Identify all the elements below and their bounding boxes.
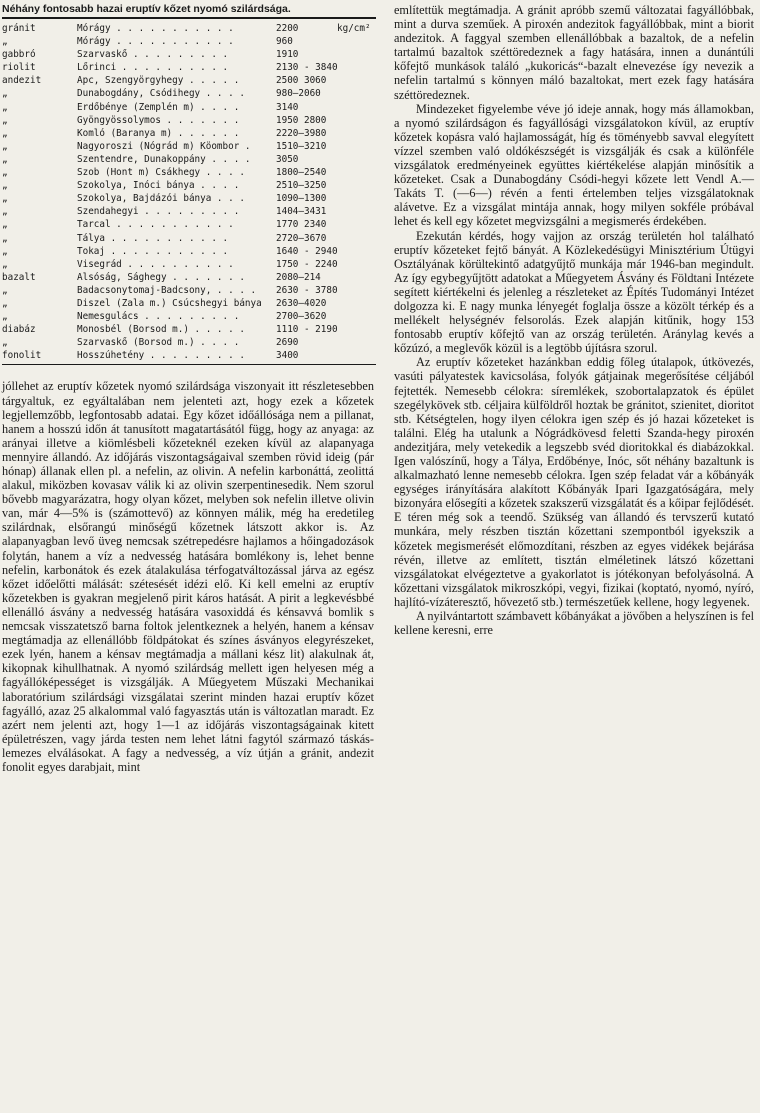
- strength-cell: 2080—214: [276, 271, 321, 283]
- table-row: [0, 310, 380, 323]
- table-row: [0, 349, 380, 362]
- location-cell: Szendahegyi . . . . . . . . .: [77, 206, 240, 218]
- strength-table: [0, 19, 380, 362]
- rock-cell: „: [2, 88, 8, 100]
- location-cell: Monosbél (Borsod m.) . . . . .: [77, 324, 245, 336]
- paragraph: jóllehet az eruptív kőzetek nyomó szilárdsága viszonyait itt részletesebben tárgyaltuk, ez egyáltalában nem jelenteti azt, hogy ezek a kőzetek legjellemzőbb, legfontosabb adatai. Egy kőzet időállósága nem a pillanat, hanem a hosszú időn át tanusított magatartásától függ, hogy az anyaga: az arányai illetve a kiömlésbeli kőzeteknél ezeken kívül az alapanyaga mennyire állandó. Az időjárás viszontagságaival szemben rövid ideig (pár hónap) állanak ellen pl. a nefelin, az olivin. A nefelin karbonáttá, zeolittá alakul, miközben kovasav válik ki az olivin szerpentinesedik. Nem szorul bővebb magyarázatra, hogy olyan kőzet, melyben sok nefelin illetve olivin van, már 4—5% is (számottevő) az könnyen málik, még ha eredetileg szilárdnak, elsőrangú minőségű kőzetnek látszott akkor is. Az alapanyagban levő üveg nemcsak szétrepedésre hajlamos a hőingadozások folytán, hanem a víz a nedvesség hatására bomlékony is, lehet benne nefelin, karbonátok és ezek átalakulása térfogatváltozással járva az egész kőzet időelőtti málását: szétesését idézi elő. Ki kell emelni az eruptív kőzetekben is gyakran megjelenő pirit káros hatását. A pirit a legkevésbbé ellenálló ásvány a nedvesség hatására vasoxiddá és kénsavvá bomlik s nemcsak visszatetsző barna foltok jelentkeznek a helyén, hanem a kénsav megtámadja az ellenállóbb földpátokat és színes ásványos elegyrészeket, ezek lyén, hanem a kénsav megtámadja a mállani kész lit) alakulnak át, kikopnak kihullhatnak. A nyomó szilárdság mellett igen helyesen még a fagyállóképességet is vizsgálják. A Műegyetem Műszaki Mechanikai laboratórium szilárdsági vizsgálatai szerint minden hazai eruptív kőzet fagyálló, azaz 25 alkalommal való fagyasztás után is változatlan maradt. Ez azért nem jelenti azt, hogy 1—1 az időjárás viszontagságainak kitett épületrészen, vagy járda testen nem lehet látni fagytól származó táskás-lemezes elválásokat. A fagy a nedvesség, a víz útján a gránit, andezit fonolit egyes darabjait, mint: [2, 379, 374, 774]
- table-row: [0, 258, 380, 271]
- table-row: [0, 127, 380, 140]
- strength-cell: 960: [276, 36, 293, 48]
- rock-cell: gabbró: [2, 49, 36, 61]
- strength-cell: 2630 - 3780: [276, 284, 338, 296]
- rock-cell: „: [2, 258, 8, 270]
- strength-cell: 2720—3670: [276, 232, 327, 244]
- table-row: [0, 101, 380, 114]
- location-cell: Diszel (Zala m.) Csúcshegyi bánya: [77, 297, 262, 309]
- table-row: [0, 271, 380, 284]
- location-cell: Szarvaskő . . . . . . . . .: [77, 49, 229, 61]
- location-cell: Szokolya, Bajdázói bánya . . .: [77, 193, 245, 205]
- rock-cell: „: [2, 140, 8, 152]
- right-body-text: [386, 0, 760, 637]
- rock-cell: andezit: [2, 75, 42, 87]
- table-row: [0, 35, 380, 48]
- rock-cell: gránit: [2, 23, 36, 34]
- paragraph: Mindezeket figyelembe véve jó ideje annak, hogy más államokban, a nyomó szilárdságon és fagyállósági vizsgálatokon kívül, az eruptív kőzetek kopásra való hajlamosságát, híg és töményebb savval elegyített vízzel szemben való oldókészségét is vizsgálják és csak a különféle vizsgálatok eredményeinek együttes kiértékelése alapján minősítik a kőzeteket. Csak a Dunabogdány Csódi-hegyi kőzete lett Vendl A.—Takáts T. (—6—) révén a fenti értelemben teljes vizsgálatoknak alávetve. Ez a vizsgálat mintája annak, hogy milyen sokféle próbával lehet és kell egy kőzetet megvizsgálni a megismerés érdekében.: [394, 101, 754, 229]
- strength-cell: 2690: [276, 337, 299, 349]
- strength-cell: 3140: [276, 101, 299, 113]
- rock-cell: „: [2, 284, 8, 296]
- table-row: [0, 245, 380, 258]
- location-cell: Tálya . . . . . . . . . . .: [77, 232, 229, 244]
- left-body-text: [0, 365, 380, 774]
- location-cell: Szob (Hont m) Csákhegy . . . .: [77, 167, 245, 179]
- strength-cell: 2130 - 3840: [276, 62, 338, 74]
- rock-cell: bazalt: [2, 271, 36, 283]
- strength-cell: 1750 - 2240: [276, 258, 338, 270]
- location-cell: Alsóság, Sághegy . . . . . . .: [77, 271, 245, 283]
- location-cell: Tarcal . . . . . . . . . . .: [77, 219, 234, 231]
- table-row: [0, 336, 380, 349]
- unit-label: kg/cm²: [337, 23, 371, 34]
- location-cell: Mórágy . . . . . . . . . . .: [77, 36, 234, 48]
- location-cell: Nemesgulács . . . . . . . . .: [77, 311, 240, 323]
- strength-cell: 2220—3980: [276, 127, 327, 139]
- strength-cell: 3400: [276, 350, 299, 362]
- strength-cell: 1110 - 2190: [276, 324, 338, 336]
- rock-cell: „: [2, 232, 8, 244]
- location-cell: Apc, Szengyörgyhegy . . . . .: [77, 75, 240, 87]
- rock-cell: fonolit: [2, 350, 42, 362]
- rock-cell: „: [2, 311, 8, 323]
- table-row: [0, 323, 380, 336]
- strength-cell: 1640 - 2940: [276, 245, 338, 257]
- location-cell: Lőrinci . . . . . . . . . .: [77, 62, 229, 74]
- rock-cell: „: [2, 127, 8, 139]
- location-cell: Erdőbénye (Zemplén m) . . . .: [77, 101, 240, 113]
- strength-cell: 1910: [276, 49, 299, 61]
- table-row: [0, 114, 380, 127]
- table-row: [0, 61, 380, 74]
- strength-cell: 1800—2540: [276, 167, 327, 179]
- rock-cell: „: [2, 219, 8, 231]
- strength-cell: 1090—1300: [276, 193, 327, 205]
- rock-cell: „: [2, 206, 8, 218]
- table-row: [0, 218, 380, 231]
- rock-cell: „: [2, 153, 8, 165]
- table-row: [0, 205, 380, 218]
- paragraph: Az eruptív kőzeteket hazánkban eddig főleg útalapok, útkövezés, vasúti pályatestek kavicsolása, folyók gátjainak megerősítése céljából fejtették. Nemesebb célokra: síremlékek, szobortalapzatok és épület szegélykövek stb. céljaira külföldről hoztak be gránitot, szienitet, dioritot stb. Kétségtelen, hogy ilyen célokra igen szép és jó hazai kőzeteket is találni. Elég ha utalunk a Nógrádkövesd feletti Szanda-hegy piroxén andezitjára, mely vetekedik a legszebb svéd dioritokkal és diabázokkal. Igen valószínű, hogy a Tálya, Erdőbénye, Inóc, sőt néhány bazaltunk is alkalmazható lenne nemesebb célokra. Igen szép feladat vár a kőbányák egységes irányítására alakított Kőbányák Ipari Igazgatóságára, mely bizonyára elősegíti a kőzetek szakszerű vizsgálatát és a kőipar fejlődését. E téren még sok a teendő. Szükség van állandó és tervszerű kutató munkára, mely részben tisztán kőzettani szempontból igyekszik a kőzetek megismerését előmozdítani, részben az egyes vidékek bejárása révén, illetve az említett, tisztán elméletinek látszó kőzettani vizsgálatokat elvégeztetve a gyakorlatot is jótékonyan befolyásolná. A kőzettani vizsgálatok mikroszkópi, vegyi, fizikai (koptató, nyomó, nyíró, hajlító-vízáteresztő, hővezető stb.) természetűek kellene, hogy legyenek.: [394, 355, 754, 609]
- location-cell: Badacsonytomaj-Badcsony, . . . .: [77, 284, 257, 296]
- rock-cell: „: [2, 36, 8, 48]
- location-cell: Nagyoroszi (Nógrád m) Köombor .: [77, 140, 251, 152]
- rock-cell: diabáz: [2, 324, 36, 336]
- strength-cell: 3050: [276, 153, 299, 165]
- table-row: [0, 297, 380, 310]
- strength-cell: 2510—3250: [276, 180, 327, 192]
- table-row: [0, 153, 380, 166]
- rock-cell: „: [2, 337, 8, 349]
- table-title: Néhány fontosabb hazai eruptív kőzet nyomó szilárdsága.: [2, 3, 291, 15]
- location-cell: Komló (Baranya m) . . . . . .: [77, 127, 240, 139]
- strength-cell: 2630—4020: [276, 297, 327, 309]
- strength-cell: 1770 2340: [276, 219, 327, 231]
- table-row: [0, 87, 380, 100]
- rock-cell: „: [2, 167, 8, 179]
- strength-cell: 1950 2800: [276, 114, 327, 126]
- table-row: [0, 192, 380, 205]
- rock-cell: „: [2, 297, 8, 309]
- location-cell: Visegrád . . . . . . . . . .: [77, 258, 234, 270]
- strength-cell: 1510—3210: [276, 140, 327, 152]
- paragraph: említettük megtámadja. A gránit apróbb szemű változatai fagyállóbbak, mint a durva szeműek. A piroxén andezitok fagyállóbbak, mint a biorit andezitok. A faggyal szemben ellenállóbbak a bazaltok, de a nefelin tartalmú bazaltok széttöredeznek a fagy hatására, innen a dunántúli kőfejtő munkások találó „kukoricás“-bazalt elnevezése így nevezik a nefelin tartalmú s könnyen máló bazaltokat, mert ezek fagy hatására széttöredeznek.: [394, 3, 754, 102]
- paragraph: A nyilvántartott számbavett kőbányákat a jövőben a helyszínen is fel kellene keresni, erre: [394, 609, 754, 638]
- strength-cell: 1404—3431: [276, 206, 327, 218]
- rock-cell: „: [2, 245, 8, 257]
- strength-cell: 2700—3620: [276, 311, 327, 323]
- table-row: [0, 232, 380, 245]
- table-row: [0, 74, 380, 87]
- location-cell: Tokaj . . . . . . . . . . .: [77, 245, 229, 257]
- location-cell: Szentendre, Dunakoppány . . . .: [77, 153, 251, 165]
- rock-cell: „: [2, 180, 8, 192]
- location-cell: Gyöngyössolymos . . . . . . .: [77, 114, 240, 126]
- paragraph: Ezekután kérdés, hogy vajjon az ország területén hol található eruptív kőzeteket fejtő bányát. A Közlekedésügyi Minisztérium Útügyi Osztályának körültekintő adatgyűjtő munkája már 1946-ban megindult. Az így egybegyűjtött adatokat a Műegyetem Ásvány és Földtani Intézete segített kiértékelni és jelenleg a részleteket az Építés Tudományi Intézet dolgozza ki. E nagy munka lényegét foglalja össze a közölt térkép és a mellékelt helységnév felsorolás. Ezek alapján kitűnik, hogy 153 fontosabb eruptív kőfejtő van az ország területén. Aránylag kevés a kőzúzó, a meglevők közül is a legtöbb újításra szorul.: [394, 228, 754, 356]
- right-column: [386, 0, 760, 637]
- location-cell: Hosszúhetény . . . . . . . . .: [77, 350, 245, 362]
- table-row: [0, 22, 380, 35]
- rock-cell: „: [2, 193, 8, 205]
- strength-cell: 2500 3060: [276, 75, 327, 87]
- table-row: [0, 140, 380, 153]
- location-cell: Mórágy . . . . . . . . . . .: [77, 23, 234, 34]
- location-cell: Dunabogdány, Csódihegy . . . .: [77, 88, 245, 100]
- table-row: [0, 48, 380, 61]
- location-cell: Szokolya, Inóci bánya . . . .: [77, 180, 240, 192]
- rock-cell: „: [2, 101, 8, 113]
- location-cell: Szarvaskő (Borsod m.) . . . .: [77, 337, 240, 349]
- rock-cell: „: [2, 114, 8, 126]
- table-row: [0, 179, 380, 192]
- rock-cell: riolit: [2, 62, 36, 74]
- left-column: [0, 0, 380, 774]
- strength-cell: 980—2060: [276, 88, 321, 100]
- table-row: [0, 166, 380, 179]
- strength-cell: 2200: [276, 23, 299, 34]
- table-row: [0, 284, 380, 297]
